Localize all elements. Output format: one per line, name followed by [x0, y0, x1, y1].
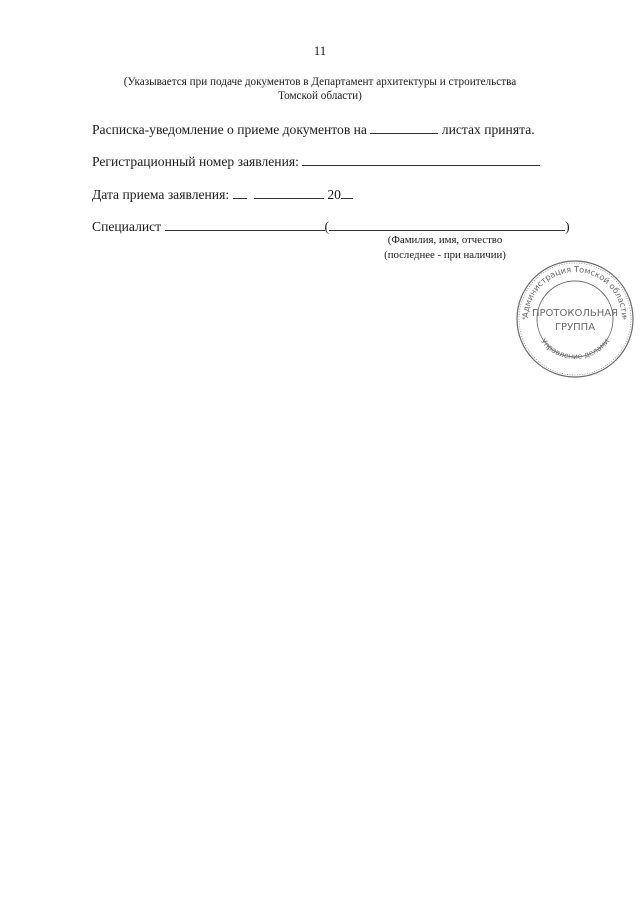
specialist-name-field[interactable] [329, 218, 565, 231]
date-label: Дата приема заявления: [92, 187, 230, 202]
date-day-field[interactable] [233, 186, 247, 199]
stamp-star-right: * [623, 316, 627, 324]
receipt-suffix: листах принята. [441, 122, 535, 137]
name-hint-line2: (последнее - при наличии) [384, 249, 506, 261]
stamp-bottom-text: Управление делами [539, 336, 611, 361]
specialist-signature-field[interactable] [165, 218, 325, 231]
paren-close: ) [565, 219, 570, 234]
date-year-field[interactable] [341, 186, 353, 199]
paren-open: ( [324, 219, 330, 234]
registration-number-field[interactable] [302, 153, 540, 166]
stamp-center-line1: ПРОТОКОЛЬНАЯ [531, 308, 619, 319]
submission-note [110, 75, 530, 103]
submission-note-line1: (Указывается при подаче документов в Департамент архитектуры и строительства [123, 76, 517, 88]
receipt-prefix: Расписка-уведомление о приеме документов на [92, 122, 367, 137]
name-hint-line1: (Фамилия, имя, отчество [387, 234, 503, 246]
submission-note-line2: Томской области) [278, 90, 362, 102]
stamp-outer-text: Администрация Томской области [519, 263, 631, 319]
date-century: 20 [327, 187, 341, 202]
date-line [92, 186, 353, 203]
name-hint [370, 233, 520, 263]
date-month-field[interactable] [254, 186, 324, 199]
stamp-star-left: * [522, 316, 526, 324]
page-number: 11 [313, 43, 327, 58]
specialist-label: Специалист [92, 219, 162, 234]
registration-line [92, 153, 540, 170]
registration-label: Регистрационный номер заявления: [92, 154, 299, 169]
receipt-line [92, 121, 535, 138]
sheet-count-field[interactable] [370, 121, 438, 134]
stamp-center-line2: ГРУППА [554, 322, 596, 333]
official-stamp [514, 258, 636, 380]
